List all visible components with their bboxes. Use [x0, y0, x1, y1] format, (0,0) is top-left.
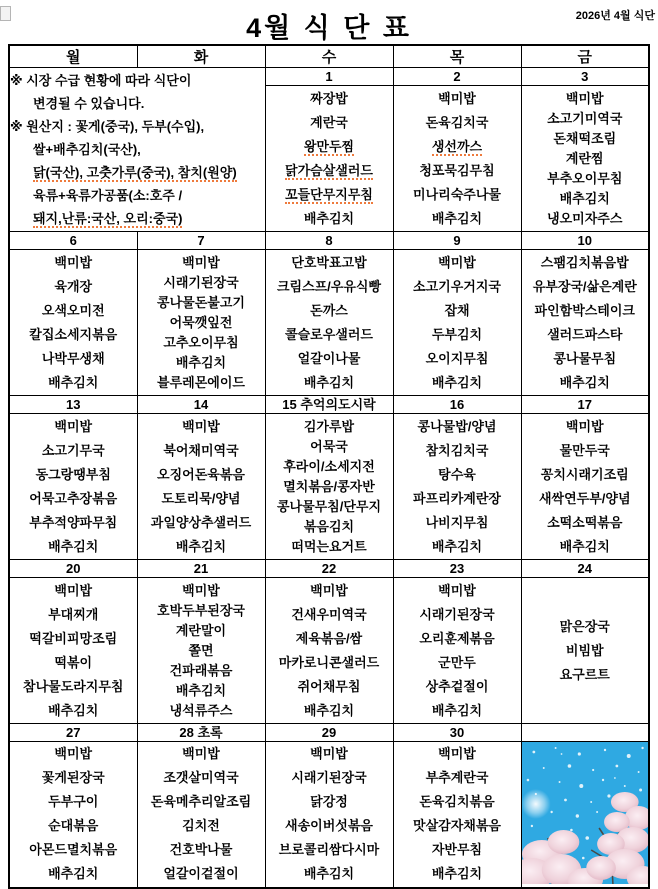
notice-line: 닭(국산), 고춧가루(중국), 참치(원양)	[33, 165, 237, 180]
menu-item: 배추김치	[48, 538, 99, 554]
menu-item: 백미밥	[565, 90, 604, 106]
menu-cell-14	[137, 414, 265, 560]
menu-item: 돈육김치볶음	[419, 794, 495, 810]
date-cell-29: 29	[265, 724, 393, 742]
date-cell-13: 13	[9, 396, 137, 414]
date-cell-7: 7	[137, 232, 265, 250]
menu-item: 소고기우거지국	[413, 278, 501, 294]
menu-item: 잡채	[444, 302, 470, 318]
date-cell-23: 23	[393, 560, 521, 578]
menu-item: 소고기무국	[41, 442, 105, 458]
menu-item: 시래기된장국	[163, 274, 239, 290]
menu-item: 미나리숙주나물	[413, 186, 501, 202]
menu-cell-23	[393, 578, 521, 724]
menu-item: 군만두	[438, 654, 476, 670]
notice-line: 육류+육류가공품(소:호주 /	[33, 188, 183, 203]
menu-item: 부추적양파무침	[29, 514, 118, 530]
menu-item: 상추겉절이	[425, 678, 489, 694]
menu-cell-10	[521, 250, 649, 396]
menu-item: 나박무생채	[41, 350, 105, 366]
menu-item: 계란말이	[175, 622, 227, 638]
menu-item: 비빔밥	[565, 642, 604, 658]
menu-item: 과일양상추샐러드	[150, 514, 252, 530]
day-header-4: 금	[521, 45, 649, 68]
menu-item: 배추김치	[303, 702, 355, 718]
menu-item: 백미밥	[438, 90, 476, 106]
menu-item: 백미밥	[182, 418, 220, 434]
menu-cell-16	[393, 414, 521, 560]
menu-item: 냉오미자주스	[547, 210, 623, 226]
menu-item: 부추계란국	[425, 770, 489, 786]
menu-item: 배추김치	[48, 374, 99, 390]
menu-item: 단호박표고밥	[291, 254, 367, 270]
day-header-0: 월	[9, 45, 137, 68]
menu-item: 블루레몬에이드	[157, 374, 245, 390]
menu-item: 콩나물무침/단무지	[276, 498, 382, 514]
day-header-2: 수	[265, 45, 393, 68]
menu-item: 육개장	[54, 278, 93, 294]
menu-item: 왕만두찜	[303, 138, 355, 154]
date-cell-1: 1	[265, 68, 393, 86]
date-cell-14: 14	[137, 396, 265, 414]
menu-item: 배추김치	[431, 374, 483, 390]
menu-item: 부추오이무침	[547, 170, 623, 186]
menu-item: 배추김치	[303, 210, 355, 226]
menu-item: 떡갈비피망조림	[29, 630, 118, 646]
menu-item: 돈채떡조림	[553, 130, 617, 146]
menu-item: 시래기된장국	[419, 606, 495, 622]
menu-item: 건파래볶음	[169, 662, 233, 678]
menu-item: 소떡소떡볶음	[547, 514, 623, 530]
menu-item: 백미밥	[565, 418, 604, 434]
menu-item: 배추김치	[431, 702, 483, 718]
date-cell-22: 22	[265, 560, 393, 578]
menu-item: 볶음김치	[303, 518, 355, 534]
menu-item: 배추김치	[559, 538, 610, 554]
menu-item: 제육볶음/쌈	[295, 630, 363, 646]
menu-item: 닭강정	[310, 794, 348, 810]
menu-item: 짜장밥	[310, 90, 348, 106]
menu-item: 배추김치	[175, 538, 227, 554]
notice-line: 돼지,난류:국산, 오리:중국)	[33, 211, 183, 226]
date-cell-20: 20	[9, 560, 137, 578]
spreadsheet-corner-remnant	[0, 6, 11, 21]
menu-item: 배추김치	[48, 866, 99, 882]
menu-item: 쫄면	[188, 642, 214, 658]
menu-item: 파프리카계란장	[413, 490, 501, 506]
menu-item: 배추김치	[431, 866, 483, 882]
date-cell-15: 15 추억의도시락	[265, 396, 393, 414]
date-cell-empty	[521, 724, 649, 742]
menu-item: 배추김치	[48, 702, 99, 718]
menu-item: 콩나물무침	[553, 350, 617, 366]
menu-item: 계란찜	[565, 150, 604, 166]
menu-item: 동그랑땡부침	[35, 466, 111, 482]
menu-item: 두부구이	[48, 794, 99, 810]
menu-item: 김가루밥	[303, 418, 355, 434]
menu-item: 배추김치	[559, 374, 610, 390]
menu-item: 백미밥	[310, 582, 348, 598]
menu-item: 후라이/소세지전	[283, 458, 375, 474]
menu-item: 도토리묵/양념	[161, 490, 241, 506]
menu-item: 어묵고추장볶음	[29, 490, 118, 506]
day-header-1: 화	[137, 45, 265, 68]
menu-item: 콩나물돈불고기	[157, 294, 245, 310]
page-title: 4월 식 단 표	[246, 13, 412, 43]
menu-item: 마카로니콘샐러드	[278, 654, 380, 670]
menu-item: 돈육김치국	[425, 114, 489, 130]
menu-item: 배추김치	[175, 682, 227, 698]
menu-item: 유부장국/삶은계란	[532, 278, 637, 294]
origin-notice-cell	[9, 68, 265, 232]
menu-item: 생선까스	[431, 138, 483, 154]
menu-item: 새싹연두부/양념	[538, 490, 631, 506]
menu-item: 얼갈이나물	[297, 350, 361, 366]
menu-item: 쥐어채무침	[297, 678, 361, 694]
menu-item: 호박두부된장국	[157, 602, 245, 618]
menu-item: 멸치볶음/콩자반	[283, 478, 375, 494]
menu-item: 백미밥	[182, 254, 220, 270]
menu-item: 김치전	[182, 818, 220, 834]
menu-item: 고추오이무침	[163, 334, 239, 350]
notice-line: ※ 원산지 : 꽃게(중국), 두부(수입),	[10, 119, 205, 134]
menu-item: 참나물도라지무침	[23, 678, 124, 694]
menu-cell-30	[393, 742, 521, 888]
menu-item: 어묵깻잎전	[169, 314, 233, 330]
menu-item: 백미밥	[182, 746, 220, 762]
menu-item: 북어채미역국	[163, 442, 239, 458]
menu-item: 콩나물밥/양념	[417, 418, 497, 434]
menu-item: 어묵국	[310, 438, 348, 454]
date-cell-27: 27	[9, 724, 137, 742]
notice-line: 쌀+배추김치(국산),	[33, 142, 141, 157]
menu-item: 스팸김치볶음밥	[540, 254, 629, 270]
date-cell-24: 24	[521, 560, 649, 578]
menu-item: 오색오미전	[41, 302, 105, 318]
menu-item: 두부김치	[431, 326, 483, 342]
menu-cell-9	[393, 250, 521, 396]
date-cell-28: 28 초록	[137, 724, 265, 742]
menu-item: 콜슬로우샐러드	[285, 326, 373, 342]
menu-item: 건새우미역국	[291, 606, 367, 622]
date-cell-6: 6	[9, 232, 137, 250]
notice-line: 변경될 수 있습니다.	[33, 96, 145, 111]
menu-cell-28	[137, 742, 265, 888]
menu-item: 탕수육	[438, 466, 476, 482]
menu-cell-2	[393, 86, 521, 232]
menu-item: 오이지무침	[425, 350, 489, 366]
menu-cell-20	[9, 578, 137, 724]
date-cell-9: 9	[393, 232, 521, 250]
menu-item: 백미밥	[54, 418, 93, 434]
menu-cell-29	[265, 742, 393, 888]
cherry-blossom-photo	[521, 742, 649, 888]
menu-cell-1	[265, 86, 393, 232]
menu-item: 배추김치	[431, 210, 483, 226]
meal-plan-table	[8, 44, 650, 889]
menu-item: 부대찌개	[48, 606, 99, 622]
date-cell-21: 21	[137, 560, 265, 578]
menu-item: 백미밥	[438, 746, 476, 762]
date-cell-17: 17	[521, 396, 649, 414]
menu-item: 새송이버섯볶음	[285, 818, 373, 834]
menu-cell-8	[265, 250, 393, 396]
menu-item: 꽃게된장국	[41, 770, 105, 786]
menu-item: 떡볶이	[54, 654, 93, 670]
menu-item: 백미밥	[310, 746, 348, 762]
menu-item: 오징어돈육볶음	[157, 466, 245, 482]
menu-item: 오리훈제볶음	[419, 630, 495, 646]
date-cell-16: 16	[393, 396, 521, 414]
menu-item: 백미밥	[54, 254, 93, 270]
menu-cell-27	[9, 742, 137, 888]
menu-item: 맑은장국	[559, 618, 610, 634]
menu-cell-24	[521, 578, 649, 724]
corner-note: 2026년 4월 식단	[575, 10, 655, 22]
menu-item: 배추김치	[303, 866, 355, 882]
menu-item: 백미밥	[54, 582, 93, 598]
menu-cell-3	[521, 86, 649, 232]
menu-item: 건호박나물	[169, 842, 233, 858]
menu-item: 맛살감자채볶음	[413, 818, 501, 834]
menu-item: 냉석류주스	[169, 702, 233, 718]
menu-item: 아몬드멸치볶음	[29, 842, 118, 858]
menu-item: 참치김치국	[425, 442, 489, 458]
menu-item: 브로콜리쌈다시마	[278, 842, 380, 858]
date-cell-2: 2	[393, 68, 521, 86]
menu-item: 요구르트	[559, 666, 610, 682]
date-cell-30: 30	[393, 724, 521, 742]
menu-cell-21	[137, 578, 265, 724]
menu-cell-22	[265, 578, 393, 724]
date-cell-10: 10	[521, 232, 649, 250]
menu-item: 얼갈이겉절이	[163, 866, 239, 882]
menu-item: 샐러드파스타	[547, 326, 623, 342]
day-header-row	[9, 45, 649, 68]
menu-item: 꼬들단무지무침	[285, 186, 373, 202]
menu-item: 청포묵김무침	[419, 162, 495, 178]
menu-item: 백미밥	[438, 254, 476, 270]
menu-item: 백미밥	[438, 582, 476, 598]
menu-item: 나비지무침	[425, 514, 489, 530]
menu-item: 떠먹는요거트	[291, 538, 367, 554]
menu-item: 순대볶음	[48, 818, 99, 834]
notice-line: ※ 시장 수급 현황에 따라 식단이	[10, 73, 192, 88]
menu-item: 배추김치	[303, 374, 355, 390]
menu-item: 꽁치시래기조림	[540, 466, 629, 482]
menu-item: 백미밥	[182, 582, 220, 598]
menu-cell-6	[9, 250, 137, 396]
menu-item: 시래기된장국	[291, 770, 367, 786]
menu-item: 물만두국	[559, 442, 610, 458]
menu-item: 배추김치	[175, 354, 227, 370]
menu-item: 돈까스	[310, 302, 348, 318]
date-cell-8: 8	[265, 232, 393, 250]
menu-item: 백미밥	[54, 746, 93, 762]
day-header-3: 목	[393, 45, 521, 68]
menu-cell-7	[137, 250, 265, 396]
date-cell-3: 3	[521, 68, 649, 86]
menu-item: 자반무침	[431, 842, 483, 858]
cherry-blossom-image	[522, 742, 649, 884]
menu-item: 크림스프/우유식빵	[276, 278, 382, 294]
menu-item: 돈육메추리알조림	[150, 794, 252, 810]
menu-cell-13	[9, 414, 137, 560]
menu-item: 조갯살미역국	[163, 770, 239, 786]
menu-item: 배추김치	[559, 190, 610, 206]
menu-item: 파인함박스테이크	[534, 302, 635, 318]
menu-item: 배추김치	[431, 538, 483, 554]
menu-item: 닭가슴살샐러드	[285, 162, 373, 178]
menu-cell-15	[265, 414, 393, 560]
menu-item: 소고기미역국	[547, 110, 623, 126]
menu-item: 칼집소세지볶음	[29, 326, 118, 342]
menu-cell-17	[521, 414, 649, 560]
menu-item: 계란국	[310, 114, 348, 130]
